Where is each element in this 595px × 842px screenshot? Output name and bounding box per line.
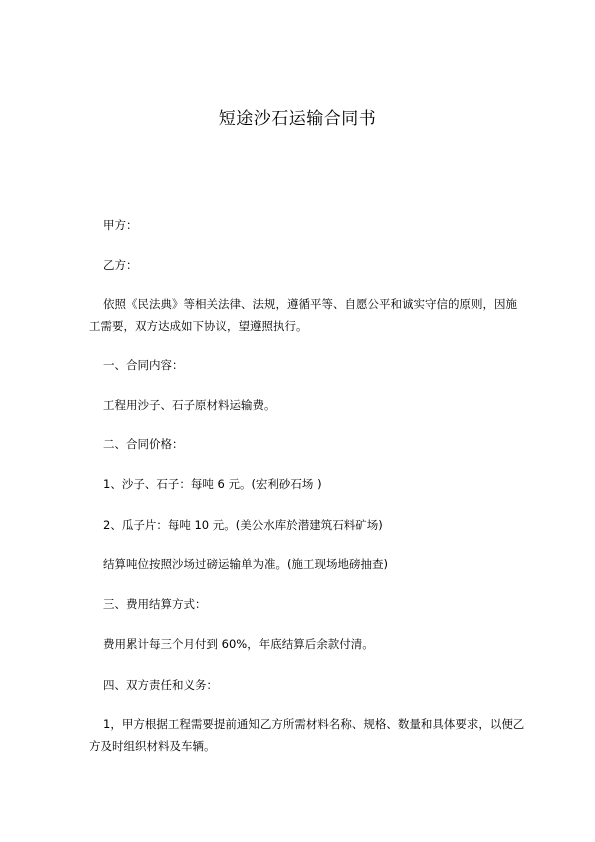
price-item-gravel-chips: 2、瓜子片：每吨 10 元。(美公水库於潜建筑石料矿场) <box>103 518 383 532</box>
payment-method-paragraph: 费用累计每三个月付到 60%，年底结算后余款付清。 <box>103 637 374 651</box>
section-heading-payment-method: 三、费用结算方式： <box>103 597 207 611</box>
party-a-line: 甲方： <box>103 218 138 232</box>
section-heading-responsibilities: 四、双方责任和义务： <box>103 678 218 692</box>
party-b-line: 乙方： <box>103 258 138 272</box>
price-item-sand-stone: 1、沙子、石子：每吨 6 元。(宏利砂石场 ) <box>103 477 322 491</box>
document-title: 短途沙石运输合同书 <box>218 109 377 129</box>
responsibility-item-1: 1，甲方根据工程需要提前通知乙方所需材料名称、规格、数量和具体要求，以便乙方及时组织材料及车辆。 <box>89 717 525 753</box>
section-heading-contract-content: 一、合同内容： <box>103 358 184 372</box>
preamble-paragraph: 依照《民法典》等相关法律、法规，遵循平等、自愿公平和诚实守信的原则，因施工需要，双方达成如下协议，望遵照执行。 <box>89 297 517 333</box>
tonnage-settlement-note: 结算吨位按照沙场过磅运输单为准。(施工现场地磅抽查) <box>103 557 388 571</box>
section-heading-contract-price: 二、合同价格： <box>103 437 184 451</box>
contract-content-paragraph: 工程用沙子、石子原材料运输费。 <box>103 398 276 412</box>
